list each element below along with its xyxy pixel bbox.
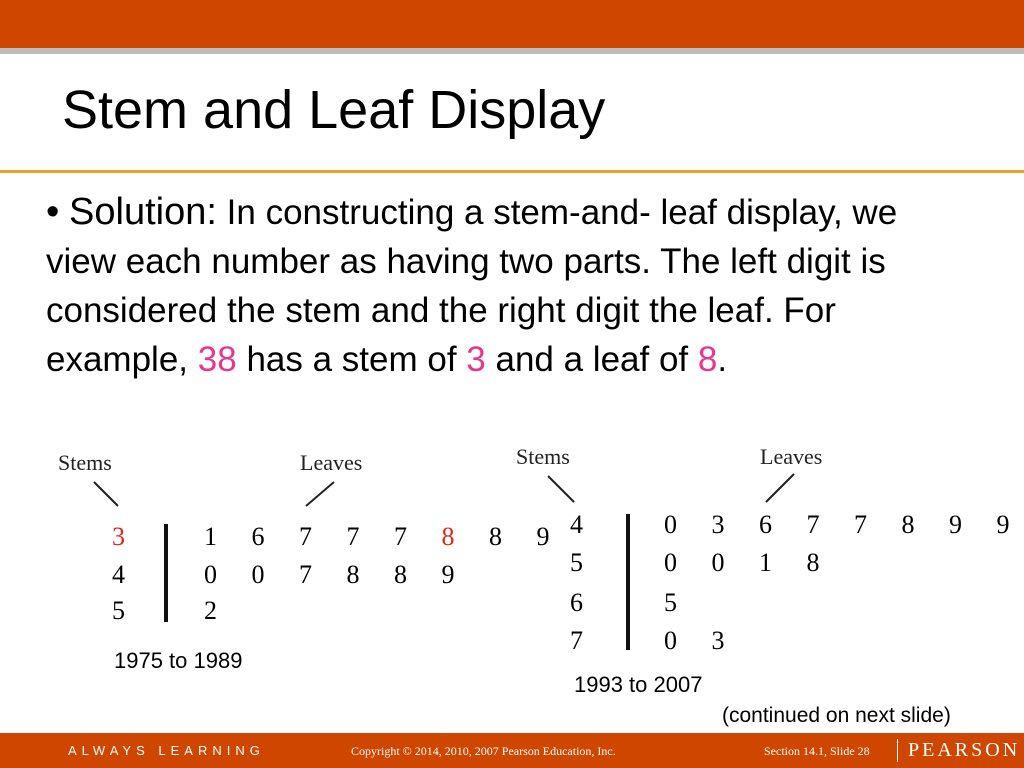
leaf-values-before: 0 0 7 8 8 9 bbox=[204, 560, 469, 589]
stem-leaf-plot-1975-1989 bbox=[56, 448, 564, 643]
leaf-values: 0 3 6 7 7 8 9 9 bbox=[664, 510, 1024, 539]
stem-value: 7 bbox=[570, 626, 583, 655]
stem-value: 3 bbox=[112, 522, 125, 551]
solution-paragraph bbox=[46, 188, 966, 384]
footer-copyright: Copyright © 2014, 2010, 2007 Pearson Education, Inc. bbox=[351, 744, 616, 758]
leaf-values: 5 bbox=[664, 588, 691, 617]
footer-tagline: ALWAYS LEARNING bbox=[68, 743, 265, 758]
stems-header: Stems bbox=[516, 444, 570, 469]
stem-value: 5 bbox=[570, 548, 583, 577]
slide-title: Stem and Leaf Display bbox=[62, 80, 606, 140]
stems-pointer-line bbox=[94, 482, 118, 506]
leaves-header: Leaves bbox=[760, 444, 823, 469]
stem-leaf-divider bbox=[164, 524, 168, 622]
stems-header: Stems bbox=[58, 450, 112, 475]
leaf-values: 0 0 1 8 bbox=[664, 548, 834, 577]
solution-label: Solution: bbox=[69, 191, 217, 233]
solution-text-2: has a stem of bbox=[246, 340, 457, 379]
header-bar bbox=[0, 0, 1024, 48]
stem-leaf-divider bbox=[626, 514, 630, 650]
leaf-values: 0 3 bbox=[664, 626, 739, 655]
plot-caption-1975: 1975 to 1989 bbox=[114, 648, 243, 673]
leaf-values-after: 8 9 bbox=[489, 522, 564, 551]
leaf-values-before: 2 bbox=[204, 596, 231, 625]
stem-value: 4 bbox=[112, 560, 125, 589]
solution-text-1: In constructing a stem-and- leaf display, we view each number as having two parts. The left digit is considered the stem and the right digit the leaf. For example, bbox=[46, 193, 898, 379]
example-stem: 3 bbox=[466, 340, 486, 379]
stem-value: 6 bbox=[570, 588, 583, 617]
footer-slide-number: Section 14.1, Slide 28 bbox=[764, 744, 870, 758]
example-leaf: 8 bbox=[697, 340, 718, 379]
plot-caption-1993: 1993 to 2007 bbox=[574, 672, 703, 697]
solution-text-4: . bbox=[717, 340, 728, 379]
pearson-logo: PEARSON bbox=[908, 739, 1021, 761]
title-divider bbox=[0, 170, 1024, 173]
header-pointers bbox=[512, 442, 912, 512]
example-number: 38 bbox=[197, 340, 237, 379]
solution-text-3: and a leaf of bbox=[495, 340, 689, 379]
leaves-pointer-line bbox=[766, 474, 794, 502]
stem-value: 4 bbox=[570, 510, 583, 539]
continued-note: (continued on next slide) bbox=[722, 704, 951, 727]
leaf-values bbox=[204, 522, 564, 552]
leaves-header: Leaves bbox=[300, 450, 363, 475]
stem-value: 5 bbox=[112, 596, 125, 625]
leaf-values bbox=[204, 560, 469, 590]
footer-bar bbox=[0, 733, 1024, 768]
leaf-values bbox=[204, 596, 231, 626]
leaf-highlight: 8 bbox=[441, 522, 469, 551]
header-pointers bbox=[56, 448, 456, 518]
stems-pointer-line bbox=[548, 476, 574, 502]
leaves-pointer-line bbox=[306, 482, 334, 506]
footer-separator bbox=[897, 739, 898, 762]
bullet-glyph: • bbox=[46, 191, 60, 233]
stem-leaf-plot-1993-2007 bbox=[512, 442, 1024, 657]
leaf-values-before: 1 6 7 7 7 bbox=[204, 522, 421, 551]
header-shadow bbox=[0, 48, 1024, 54]
